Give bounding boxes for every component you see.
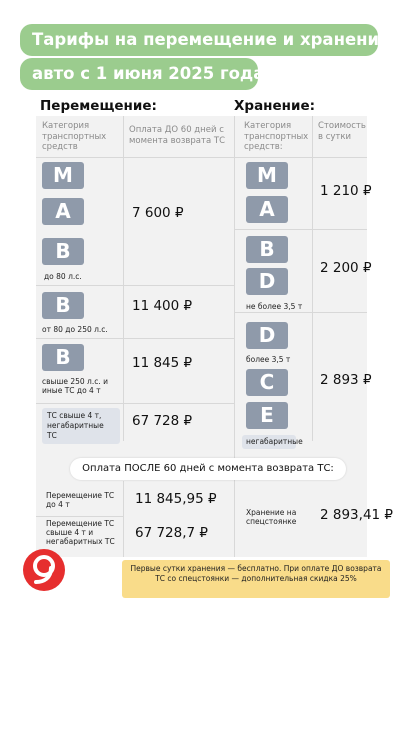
category-badge: A <box>246 196 288 223</box>
divider <box>36 338 234 339</box>
category-note: до 80 л.с. <box>44 272 82 281</box>
divider <box>36 157 367 158</box>
price-value: 11 400 ₽ <box>132 298 193 314</box>
category-badge: M <box>246 162 288 189</box>
price-value: 7 600 ₽ <box>132 205 184 221</box>
divider <box>36 403 234 404</box>
after-movement-label: Перемещение ТС свыше 4 т и негабаритных ТС <box>46 519 115 546</box>
after-storage-label: Хранение на спецстоянке <box>246 508 297 526</box>
after-60-banner: Оплата ПОСЛЕ 60 дней с момента возврата ТС: <box>70 458 346 480</box>
category-badge: C <box>246 369 288 396</box>
category-badge: M <box>42 162 84 189</box>
category-tag: негабаритные <box>242 435 296 449</box>
after-movement-label: Перемещение ТС до 4 т <box>46 491 115 509</box>
category-tag: ТС свыше 4 т, негабаритные ТС <box>42 408 120 444</box>
category-note: свыше 250 л.с. и иные ТС до 4 т <box>42 377 108 395</box>
price-value: 11 845 ₽ <box>132 355 193 371</box>
divider <box>123 116 124 441</box>
moscow-parking-logo-icon <box>22 548 66 592</box>
storage-category-header: Категория транспортных средств: <box>244 121 309 152</box>
divider <box>36 285 234 286</box>
price-value: 2 893 ₽ <box>320 372 372 388</box>
price-value: 1 210 ₽ <box>320 183 372 199</box>
category-badge: B <box>246 236 288 263</box>
price-value: 67 728 ₽ <box>132 413 193 429</box>
divider <box>234 116 235 557</box>
storage-heading: Хранение: <box>234 98 316 114</box>
divider <box>312 116 313 441</box>
movement-price-header: Оплата ДО 60 дней с момента возврата ТС <box>129 125 226 146</box>
divider <box>234 229 367 230</box>
storage-price-header: Стоимость в сутки <box>318 121 366 142</box>
price-value: 11 845,95 ₽ <box>135 491 217 507</box>
category-badge: B <box>42 344 84 371</box>
category-badge: D <box>246 322 288 349</box>
divider <box>234 312 367 313</box>
category-badge: A <box>42 198 84 225</box>
movement-heading: Перемещение: <box>40 98 157 114</box>
category-badge: B <box>42 292 84 319</box>
divider <box>36 516 123 517</box>
price-value: 2 893,41 ₽ <box>320 507 393 523</box>
category-badge: B <box>42 238 84 265</box>
title-line-2: авто с 1 июня 2025 года <box>20 58 258 90</box>
category-note: более 3,5 т <box>246 355 291 364</box>
price-value: 67 728,7 ₽ <box>135 525 208 541</box>
price-value: 2 200 ₽ <box>320 260 372 276</box>
title-line-1: Тарифы на перемещение и хранение <box>20 24 378 56</box>
category-badge: E <box>246 402 288 429</box>
movement-category-header: Категория транспортных средств <box>42 121 107 152</box>
category-note: не более 3,5 т <box>246 302 303 311</box>
category-note: от 80 до 250 л.с. <box>42 325 108 334</box>
divider <box>123 481 124 557</box>
info-note: Первые сутки хранения — бесплатно. При оплате ДО возврата ТС со спецстоянки — дополнительная скидка 25% <box>122 560 390 598</box>
category-badge: D <box>246 268 288 295</box>
